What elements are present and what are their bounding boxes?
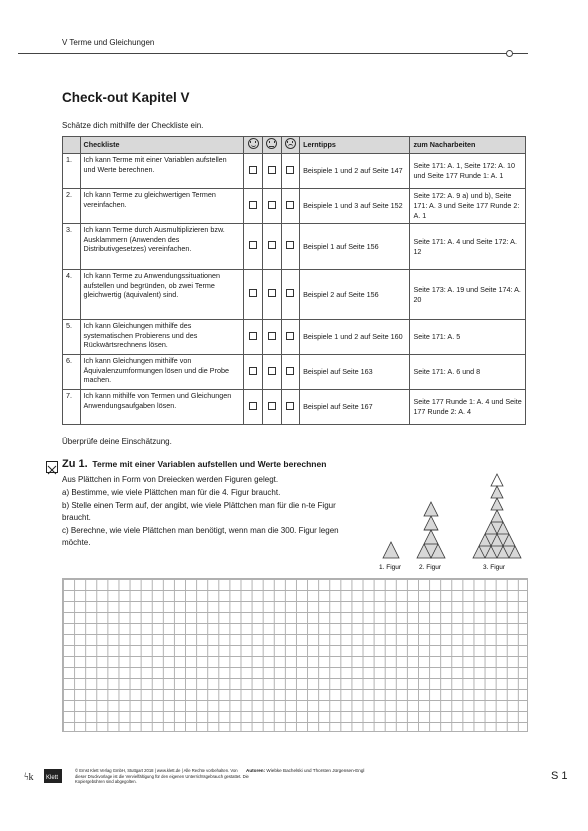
checklist-row [63,224,526,270]
rating-cell-neutral [263,224,282,270]
cross-mark-icon [47,465,57,475]
rating-cell-happy [244,390,263,425]
row-number: 1. [63,154,81,189]
header-checklist: Checkliste [80,137,244,154]
row-statement: Ich kann Gleichungen mithilfe des systematischen Probierens und des Rückwärtsrechnens lösen. [80,320,244,355]
authors-label: Autoren: [246,768,266,773]
checklist-row [63,355,526,390]
rating-checkbox-sad[interactable] [286,241,294,249]
chapter-header: V Terme und Gleichungen [62,38,155,47]
row-number: 7. [63,390,81,425]
rating-cell-happy [244,270,263,320]
rating-checkbox-neutral[interactable] [268,332,276,340]
section-lead: Aus Plättchen in Form von Dreiecken werden Figuren gelegt. [62,475,279,484]
figure-2-label: 2. Figur [419,564,442,571]
header-divider-dot [506,50,513,57]
rating-checkbox-happy[interactable] [249,201,257,209]
rating-cell-neutral [263,355,282,390]
row-review: Seite 171: A. 6 und 8 [410,355,526,390]
rating-cell-sad [281,154,300,189]
figure-1 [383,542,399,558]
row-review: Seite 171: A. 5 [410,320,526,355]
row-number: 6. [63,355,81,390]
logo-text: Klett [46,775,59,781]
header-num [63,137,81,154]
triangle-figures [375,470,535,572]
rating-checkbox-sad[interactable] [286,289,294,297]
task-b: b) Stelle einen Term auf, der angibt, wie viele Plättchen man für die n-te Figur braucht. [62,501,336,522]
row-tip: Beispiel 1 auf Seite 156 [300,224,410,270]
page-number: S 1 [551,770,568,782]
rating-cell-neutral [263,189,282,224]
svg-text:ϟk: ϟk [24,772,34,783]
rating-cell-neutral [263,270,282,320]
row-review: Seite 172: A. 9 a) und b), Seite 171: A. 3 und Seite 177 Runde 2: A. 1 [410,189,526,224]
rating-checkbox-neutral[interactable] [268,367,276,375]
page-title: Check-out Kapitel V [62,90,190,105]
rating-checkbox-happy[interactable] [249,332,257,340]
rating-checkbox-neutral[interactable] [268,201,276,209]
row-tip: Beispiele 1 und 2 auf Seite 147 [300,154,410,189]
rating-checkbox-happy[interactable] [249,241,257,249]
task-checkbox-icon[interactable] [46,461,58,473]
row-number: 5. [63,320,81,355]
row-statement: Ich kann Terme zu gleichwertigen Termen vereinfachen. [80,189,244,224]
rating-cell-happy [244,189,263,224]
row-tip: Beispiel 2 auf Seite 156 [300,270,410,320]
row-statement: Ich kann mithilfe von Termen und Gleichungen Anwendungsaufgaben lösen. [80,390,244,425]
copyright-notice: © Ernst Klett Verlag GmbH, Stuttgart 2018 | www.klett.de | Alle Rechte vorbehalten. Von dieser Druckvorlage ist die Vervielfältigung für den eigenen Unterrichtsgebrauch gestattet. Die Kopiergebühren sind abgegolten. [75,768,249,785]
rating-checkbox-happy[interactable] [249,166,257,174]
rating-checkbox-neutral[interactable] [268,402,276,410]
checklist-row [63,320,526,355]
header-divider [18,53,528,54]
review-prompt: Überprüfe deine Einschätzung. [62,437,172,446]
rating-checkbox-happy[interactable] [249,402,257,410]
row-review: Seite 171: A. 4 und Seite 172: A. 12 [410,224,526,270]
rating-cell-sad [281,189,300,224]
row-number: 4. [63,270,81,320]
checklist-row [63,154,526,189]
figure-2 [417,502,445,558]
checklist-header-row [63,137,526,154]
smiley-happy-icon [248,138,259,149]
row-number: 3. [63,224,81,270]
rating-cell-happy [244,224,263,270]
task-c: c) Berechne, wie viele Plättchen man benötigt, wenn man die 300. Figur legen möchte. [62,526,339,547]
rating-checkbox-happy[interactable] [249,289,257,297]
row-statement: Ich kann Gleichungen mithilfe von Äquivalenzumformungen lösen und die Probe machen. [80,355,244,390]
rating-cell-happy [244,355,263,390]
rating-cell-neutral [263,154,282,189]
answer-grid[interactable] [62,578,528,732]
row-tip: Beispiele 1 und 3 auf Seite 152 [300,189,410,224]
rating-cell-happy [244,320,263,355]
rating-checkbox-sad[interactable] [286,166,294,174]
rating-cell-neutral [263,390,282,425]
header-tips: Lerntipps [300,137,410,154]
task-a: a) Bestimme, wie viele Plättchen man für die 4. Figur braucht. [62,488,281,497]
section-heading [62,458,326,470]
checklist-row [63,189,526,224]
smiley-neutral-icon [266,138,277,149]
figure-1-label: 1. Figur [379,564,402,571]
klett-logo [24,768,64,784]
authors-names: Wiebke Bachelski und Thorsten Jürgensen-Engl [266,768,365,773]
header-review: zum Nacharbeiten [410,137,526,154]
rating-checkbox-neutral[interactable] [268,166,276,174]
checklist-table [62,136,526,425]
rating-checkbox-happy[interactable] [249,367,257,375]
authors-line [246,768,364,773]
rating-checkbox-neutral[interactable] [268,289,276,297]
row-tip: Beispiele 1 und 2 auf Seite 160 [300,320,410,355]
row-statement: Ich kann Terme mit einer Variablen aufstellen und Werte berechnen. [80,154,244,189]
row-statement: Ich kann Terme zu Anwendungssituationen aufstellen und begründen, ob zwei Terme gleichwertig (äquivalent) sind. [80,270,244,320]
row-number: 2. [63,189,81,224]
section-number: Zu 1. [62,458,88,470]
rating-cell-happy [244,154,263,189]
rating-cell-sad [281,355,300,390]
row-review: Seite 171: A. 1, Seite 172: A. 10 und Seite 177 Runde 1: A. 1 [410,154,526,189]
figure-3-label: 3. Figur [483,564,506,571]
rating-checkbox-sad[interactable] [286,201,294,209]
intro-text: Schätze dich mithilfe der Checkliste ein. [62,121,204,130]
rating-cell-neutral [263,320,282,355]
checklist-row [63,390,526,425]
smiley-sad-icon [285,138,296,149]
rating-cell-sad [281,224,300,270]
rating-cell-sad [281,270,300,320]
row-review: Seite 177 Runde 1: A. 4 und Seite 177 Runde 2: A. 4 [410,390,526,425]
row-statement: Ich kann Terme durch Ausmultiplizieren bzw. Ausklammern (Anwenden des Distributivgesetzes) vereinfachen. [80,224,244,270]
rating-checkbox-sad[interactable] [286,402,294,410]
figure-3 [473,474,521,558]
rating-checkbox-sad[interactable] [286,332,294,340]
checklist-row [63,270,526,320]
rating-checkbox-neutral[interactable] [268,241,276,249]
section-title: Terme mit einer Variablen aufstellen und Werte berechnen [92,459,327,469]
rating-cell-sad [281,320,300,355]
row-review: Seite 173: A. 19 und Seite 174: A. 20 [410,270,526,320]
rating-cell-sad [281,390,300,425]
row-tip: Beispiel auf Seite 167 [300,390,410,425]
row-tip: Beispiel auf Seite 163 [300,355,410,390]
rating-checkbox-sad[interactable] [286,367,294,375]
